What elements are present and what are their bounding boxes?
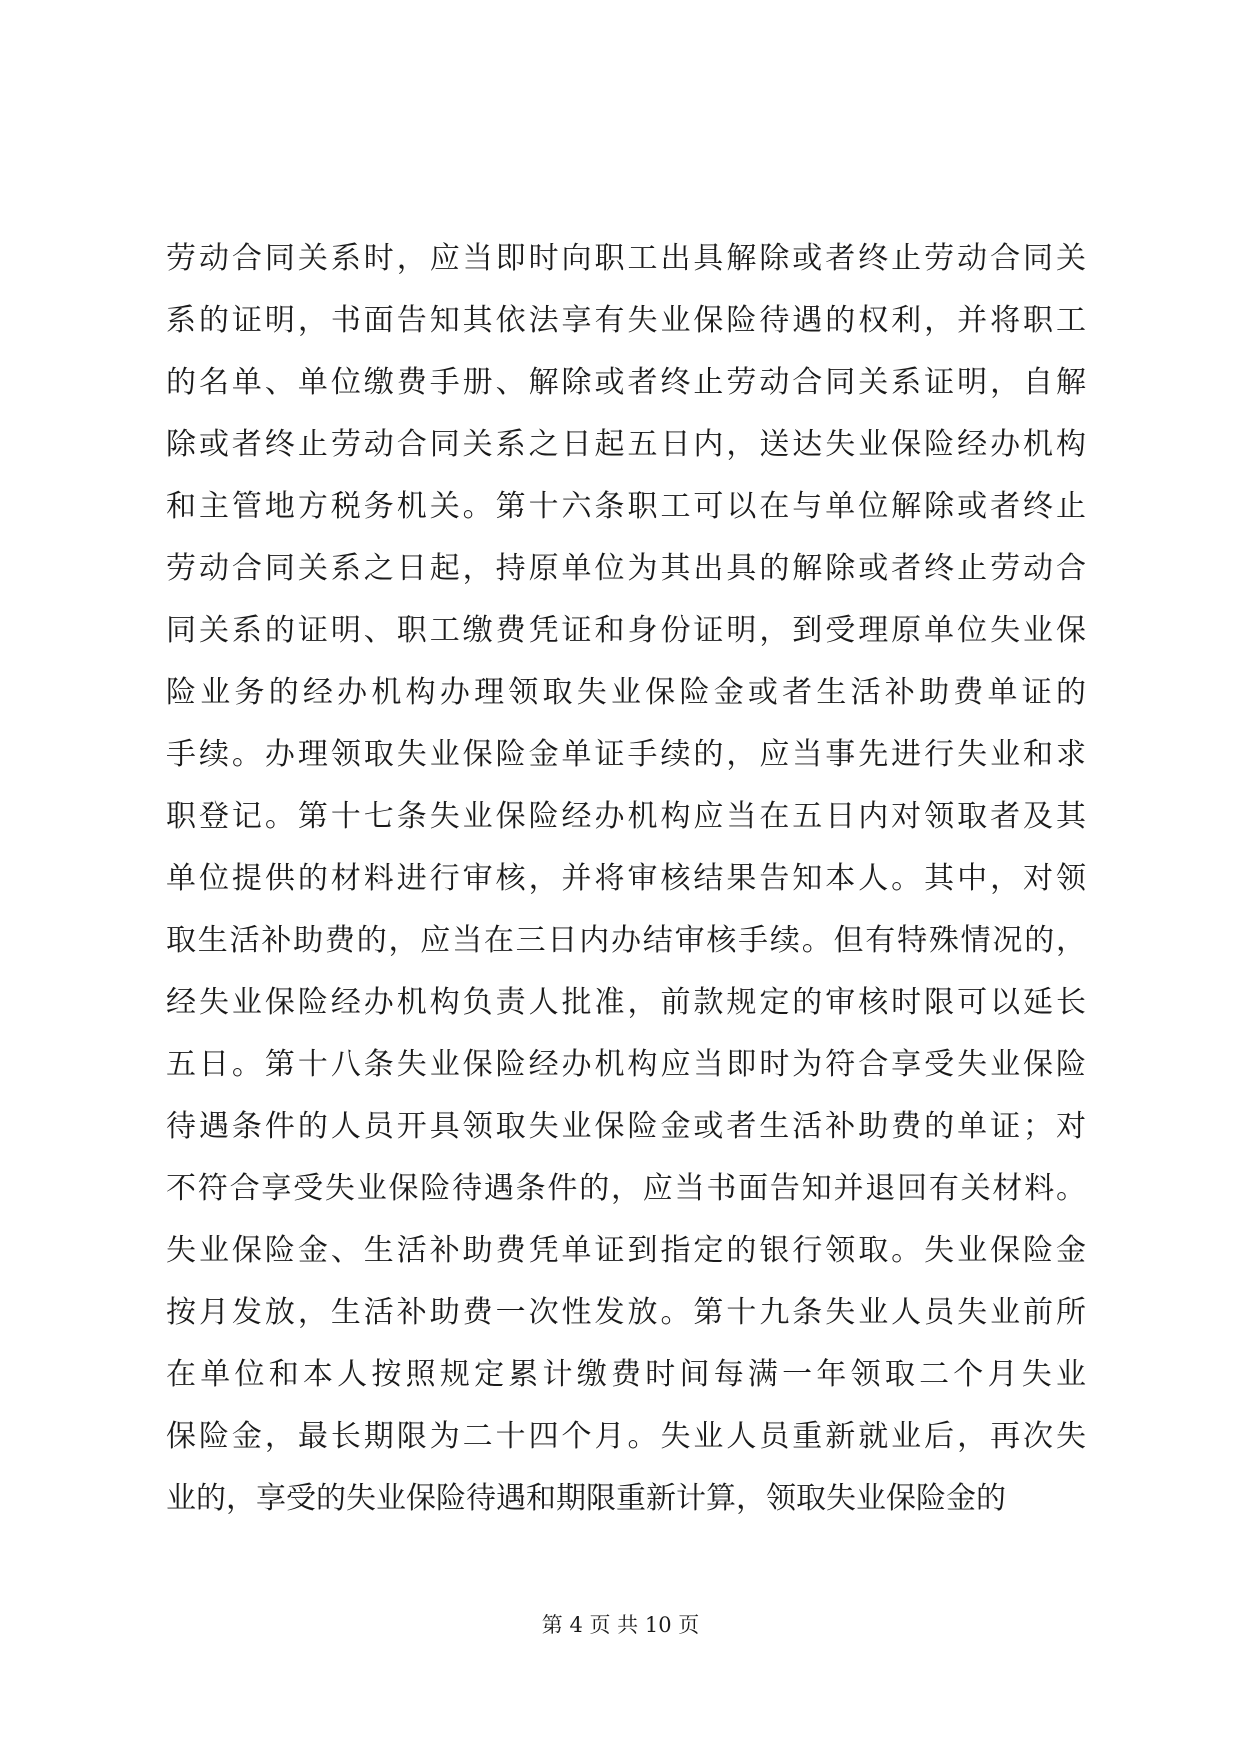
text-line: 系的证明，书面告知其依法享有失业保险待遇的权利，并将职工 [166,303,1086,338]
text-line: 除或者终止劳动合同关系之日起五日内，送达失业保险经办机构 [166,427,1086,462]
text-line: 失业保险金、生活补助费凭单证到指定的银行领取。失业保险金 [166,1233,1086,1268]
text-line: 和主管地方税务机关。第十六条职工可以在与单位解除或者终止 [166,489,1086,524]
text-line: 业的，享受的失业保险待遇和期限重新计算，领取失业保险金的 [166,1481,1006,1516]
text-line: 不符合享受失业保险待遇条件的，应当书面告知并退回有关材料。 [166,1171,1086,1206]
page-number-footer: 第 4 页 共 10 页 [541,1613,700,1637]
text-line: 在单位和本人按照规定累计缴费时间每满一年领取二个月失业 [166,1357,1086,1392]
text-line: 职登记。第十七条失业保险经办机构应当在五日内对领取者及其 [166,799,1086,834]
body-text [166,228,1086,1530]
text-line: 劳动合同关系之日起，持原单位为其出具的解除或者终止劳动合 [166,551,1086,586]
text-line: 的名单、单位缴费手册、解除或者终止劳动合同关系证明，自解 [166,365,1086,400]
text-line: 劳动合同关系时，应当即时向职工出具解除或者终止劳动合同关 [166,241,1086,276]
text-line: 经失业保险经办机构负责人批准，前款规定的审核时限可以延长 [166,985,1086,1020]
text-line: 五日。第十八条失业保险经办机构应当即时为符合享受失业保险 [166,1047,1086,1082]
text-line: 待遇条件的人员开具领取失业保险金或者生活补助费的单证；对 [166,1109,1086,1144]
text-line: 单位提供的材料进行审核，并将审核结果告知本人。其中，对领 [166,861,1086,896]
text-line: 手续。办理领取失业保险金单证手续的，应当事先进行失业和求 [166,737,1086,772]
text-line: 按月发放，生活补助费一次性发放。第十九条失业人员失业前所 [166,1295,1086,1330]
text-line: 保险金，最长期限为二十四个月。失业人员重新就业后，再次失 [166,1419,1086,1454]
text-line: 取生活补助费的，应当在三日内办结审核手续。但有特殊情况的， [166,923,1086,958]
text-line: 同关系的证明、职工缴费凭证和身份证明，到受理原单位失业保 [166,613,1086,648]
text-line: 险业务的经办机构办理领取失业保险金或者生活补助费单证的 [166,675,1086,710]
